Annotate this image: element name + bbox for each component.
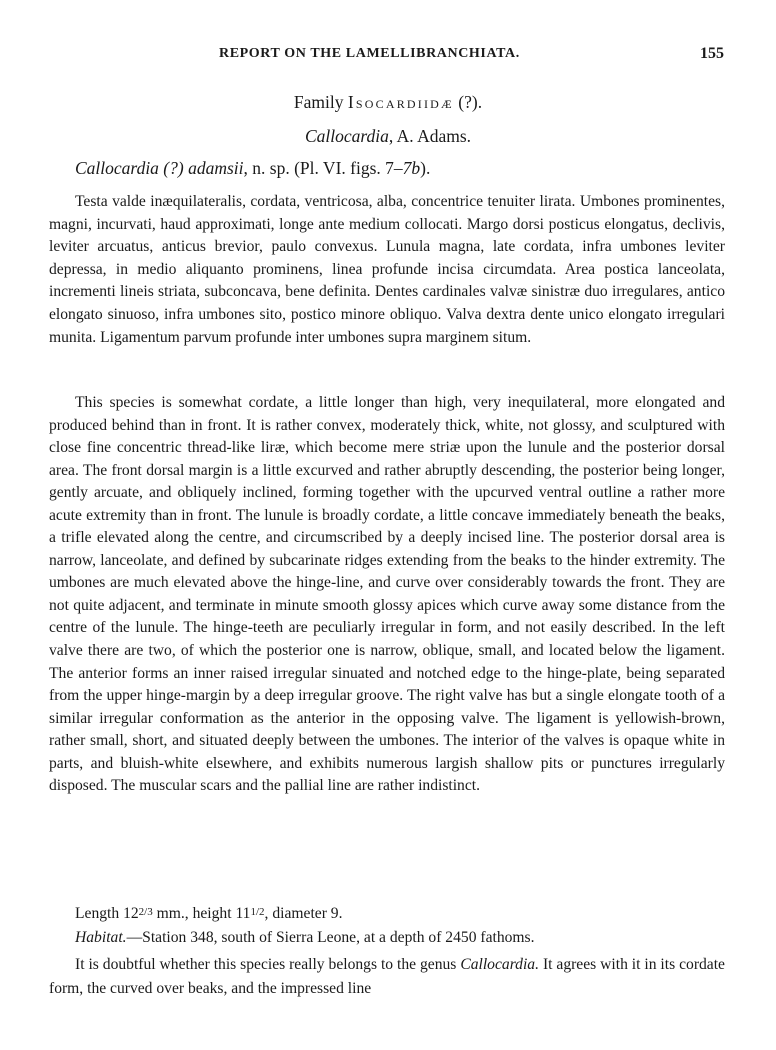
habitat-label: Habitat.: [75, 929, 127, 946]
genus-name: Callocardia: [304, 126, 389, 146]
closing-paragraph: [49, 953, 725, 1001]
family-prefix: Family: [293, 92, 348, 112]
species-rest: , n. sp. (Pl. VI. figs. 7–: [243, 158, 403, 178]
diameter-label: , diameter 9.: [264, 905, 343, 922]
height-fraction: 1/2: [250, 906, 265, 918]
habitat-text: —Station 348, south of Sierra Leone, at a depth of 2450 fathoms.: [126, 929, 535, 946]
species-name: Callocardia (?) adamsii: [75, 158, 244, 178]
english-description: This species is somewhat cordate, a little longer than high, very inequilateral, more elongated and produced behind than in front. It is rather convex, moderately thick, white, not glossy, and sculptured with close fine concentric thread-like liræ, which become mere striæ upon the lunule and the posterior dorsal area. The front dorsal margin is a little excurved and rather abruptly descending, the posterior being longer, gently arcuate, and obliquely inclined, forming together with the upcurved ventral outline a rather more acute extremity than in front. The lunule is broadly cordate, a little concave immediately beneath the beaks, a trifle elevated along the centre, and circumscribed by a deeply incised line. The posterior dorsal area is narrow, lanceolate, and defined by subcarinate ridges extending from the beaks to the hinder extremity. The umbones are much elevated above the hinge-line, and curve over considerably towards the front. They are not quite adjacent, and terminate in minute smooth glossy apices which curve away some distance from the centre of the lunule. The hinge-teeth are peculiarly irregular in form, and not easily described. In the left valve there are two, of which the posterior one is narrow, oblique, small, and located below the ligament. The anterior forms an inner raised irregular sinuated and notched edge to the hinge-plate, being separated from the upper hinge-margin by a deep irregular groove. The right valve has but a single elongate tooth of a similar irregular conformation as the anterior in the opposing valve. The ligament is yellowish-brown, rather small, short, and situated deeply between the umbones. The interior of the valves is opaque white in parts, and bluish-white elsewhere, and exhibits numerous largish shallow pits or punctures irregularly disposed. The muscular scars and the pallial line are rather indistinct.: [49, 394, 725, 795]
closing-before: It is doubtful whether this species really belongs to the genus: [75, 956, 461, 973]
page-number: 155: [700, 45, 724, 62]
running-header: [0, 46, 776, 68]
length-fraction: 2/3: [138, 906, 153, 918]
species-close: ).: [420, 158, 431, 178]
genus-heading: [0, 126, 776, 147]
running-title: REPORT ON THE LAMELLIBRANCHIATA.: [219, 46, 520, 61]
family-heading: [0, 92, 776, 113]
species-fig-last: 7b: [402, 158, 421, 178]
measurements-line: [75, 905, 343, 923]
closing-after: It agrees with it in its cordate form, the curved over beaks, and the impressed line: [49, 956, 725, 997]
family-suffix: (?).: [453, 92, 483, 112]
habitat-line: [75, 929, 535, 947]
family-name: Isocardiidæ: [347, 92, 454, 112]
height-label: mm., height 11: [152, 905, 251, 922]
species-heading: [75, 158, 430, 179]
length-label: Length 12: [75, 905, 139, 922]
closing-genus: Callocardia.: [460, 956, 540, 973]
latin-description: Testa valde inæquilateralis, cordata, ventricosa, alba, concentrice tenuiter lirata. Umbones prominentes, magni, incurvati, haud approximati, longe ante medium collocati. Margo dorsi posticus elongatus, declivis, leviter arcuatus, anticus brevior, paulo convexus. Lunula magna, late cordata, infra umbones leviter depressa, in medio aliquanto prominens, linea profunde incisa circumdata. Area postica lanceolata, incrementi lineis striata, subconcava, bene definita. Dentes cardinales valvæ sinistræ duo irregulares, antico elongato sinuoso, infra umbones sito, postico minore obliquo. Valva dextra dente unico elongato irregulari munita. Ligamentum parvum profunde inter umbones supra marginem situm.: [49, 193, 725, 346]
genus-authority: , A. Adams.: [388, 126, 472, 146]
